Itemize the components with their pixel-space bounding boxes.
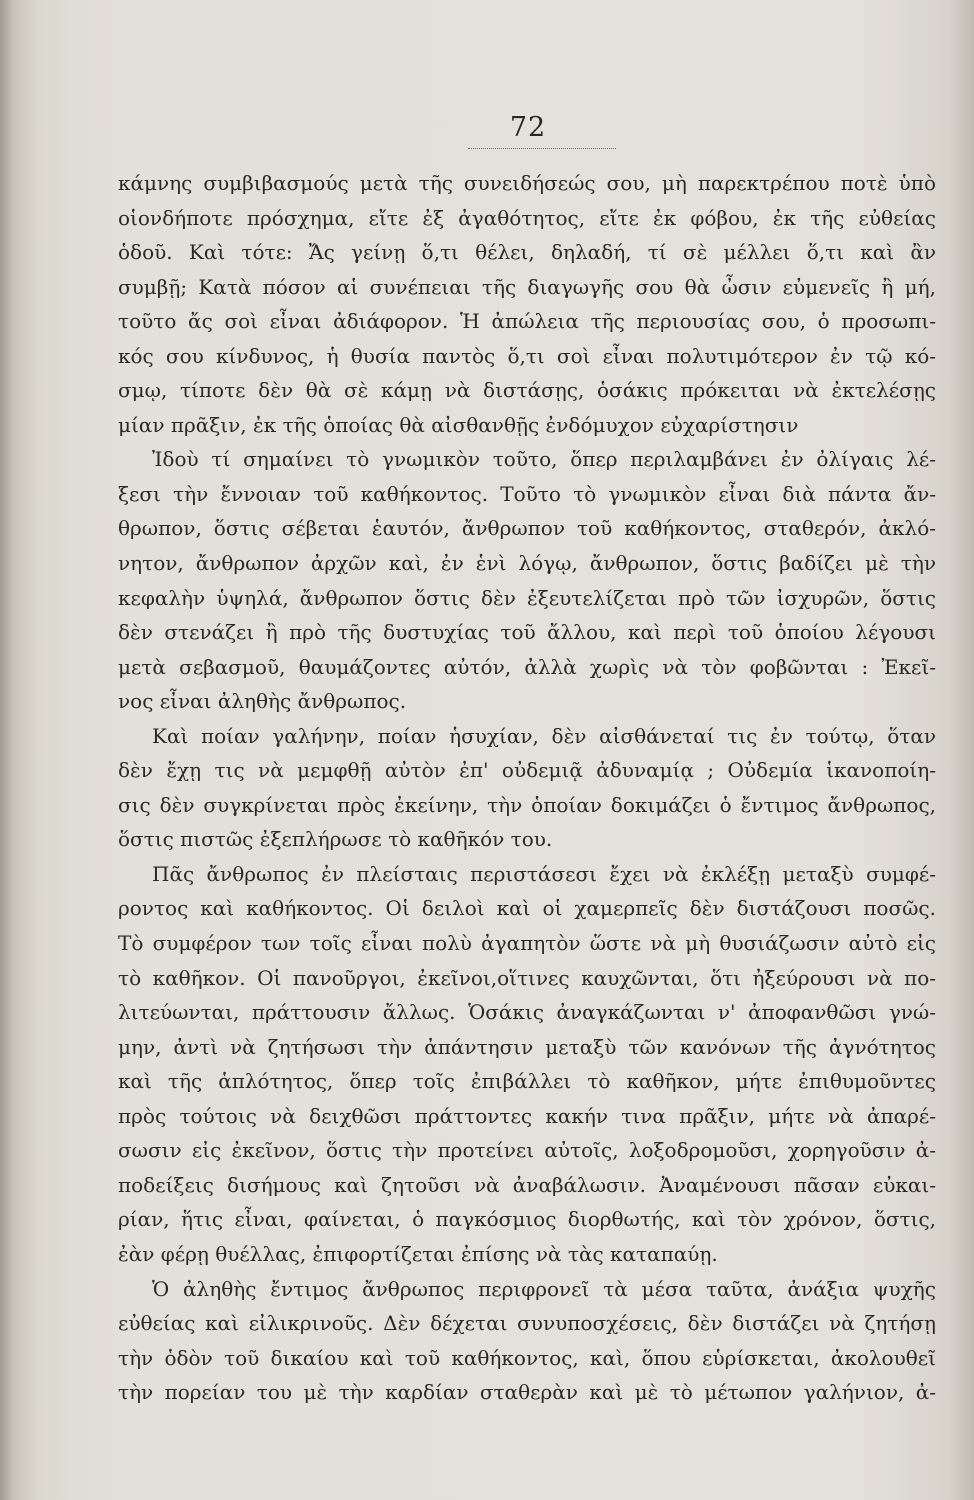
text-line: θρωπον, ὅστις σέβεται ἑαυτόν, ἄνθρωπον τοῦ καθήκοντος, σταθερόν, ἀκλό- [118,516,936,541]
page-number-rule [468,148,616,149]
paragraph-1-text [118,166,936,442]
text-line: δὲν στενάζει ἢ πρὸ τῆς δυστυχίας τοῦ ἄλλου, καὶ περὶ τοῦ ὁποίου λέγουσι [118,620,936,645]
text-line: ὅστις πιστῶς ἐξεπλήρωσε τὸ καθῆκόν του. [118,827,553,852]
text-line: οἱονδήποτε πρόσχημα, εἴτε ἐξ ἀγαθότητος, εἴτε ἐκ φόβου, ἐκ τῆς εὐθείας [118,205,936,230]
paragraph-3 [118,719,936,857]
paragraph-3-text [118,719,936,857]
paragraph-1 [118,166,936,442]
paragraph-5 [118,1272,936,1410]
text-line: ξεσι τὴν ἔννοιαν τοῦ καθήκοντος. Τοῦτο τὸ γνωμικὸν εἶναι διὰ πάντα ἄν- [118,481,936,506]
text-line: νος εἶναι ἀληθὴς ἄνθρωπος. [118,689,407,714]
text-line: ὁδοῦ. Καὶ τότε: Ἄς γείνῃ ὅ,τι θέλει, δηλαδή, τί σὲ μέλλει ὅ,τι καὶ ἂν [118,240,936,265]
text-line: Καὶ ποίαν γαλήνην, ποίαν ἡσυχίαν, δὲν αἰσθάνεταί τις ἐν τούτῳ, ὅταν [152,723,936,748]
text-line: κός σου κίνδυνος, ἡ θυσία παντὸς ὅ,τι σοὶ εἶναι πολυτιμότερον ἐν τῷ κό- [118,343,936,368]
paragraph-5-text [118,1272,936,1410]
text-line: λιτεύωνται, πράττουσιν ἄλλως. Ὁσάκις ἀναγκάζωνται ν' ἀποφανθῶσι γνώ- [118,1000,936,1025]
page-number: 72 [509,112,547,143]
text-line: πρὸς τούτοις νὰ δειχθῶσι πράττοντες κακήν τινα πρᾶξιν, μήτε νὰ ἀπαρέ- [118,1103,936,1128]
text-line: ποδείξεις δισήμους καὶ ζητοῦσι νὰ ἀναβάλωσιν. Ἀναμένουσι πᾶσαν εὐκαι- [118,1172,936,1197]
text-line: τὴν πορείαν του μὲ τὴν καρδίαν σταθερὰν καὶ μὲ τὸ μέτωπον γαλήνιον, ἀ- [118,1380,936,1405]
paragraph-2-text [118,442,936,718]
text-line: σωσιν εἰς ἐκεῖνον, ὅστις τὴν προτείνει αὐτοῖς, λοξοδρομοῦσι, χορηγοῦσιν ἀ- [118,1138,936,1163]
text-line: νητον, ἄνθρωπον ἀρχῶν καὶ, ἐν ἑνὶ λόγῳ, ἄνθρωπον, ὅστις βαδίζει μὲ τὴν [118,551,936,576]
paragraph-2 [118,442,936,718]
text-line: ρίαν, ἥτις εἶναι, φαίνεται, ὁ παγκόσμιος διορθωτής, καὶ τὸν χρόνον, ὅστις, [118,1207,936,1232]
body-text [118,166,936,1410]
text-line: συμβῇ; Κατὰ πόσον αἱ συνέπειαι τῆς διαγωγῆς σου θὰ ὦσιν εὐμενεῖς ἢ μή, [118,274,936,299]
text-line: κάμνης συμβιβασμούς μετὰ τῆς συνειδήσεώς σου, μὴ παρεκτρέπου ποτὲ ὑπὸ [118,171,936,195]
text-line: τὸ καθῆκον. Οἱ πανοῦργοι, ἐκεῖνοι,οἵτινες καυχῶνται, ὅτι ἠξεύρουσι νὰ πο- [118,965,936,990]
text-line: μίαν πρᾶξιν, ἐκ τῆς ὁποίας θὰ αἰσθανθῇς ἐνδόμυχον εὐχαρίστησιν [118,412,799,437]
text-line: μην, ἀντὶ νὰ ζητήσωσι τὴν ἀπάντησιν μεταξὺ τῶν κανόνων τῆς ἀγνότητος [118,1034,936,1059]
text-line: σμῳ, τίποτε δὲν θὰ σὲ κάμῃ νὰ διστάσῃς, ὁσάκις πρόκειται νὰ ἐκτελέσῃς [118,378,936,403]
text-line: τοῦτο ἄς σοὶ εἶναι ἀδιάφορον. Ἡ ἀπώλεια τῆς περιουσίας σου, ὁ προσωπι- [118,309,936,334]
text-line: μετὰ σεβασμοῦ, θαυμάζοντες αὐτόν, ἀλλὰ χωρὶς νὰ τὸν φοβῶνται : Ἐκεῖ- [118,654,936,679]
text-line: τὴν ὁδὸν τοῦ δικαίου καὶ τοῦ καθήκοντος, καὶ, ὅπου εὑρίσκεται, ἀκολουθεῖ [118,1345,936,1370]
text-line: καὶ τῆς ἁπλότητος, ὅπερ τοῖς ἐπιβάλλει τὸ καθῆκον, μήτε ἐπιθυμοῦντες [118,1069,936,1094]
text-line: σις δὲν συγκρίνεται πρὸς ἐκείνην, τὴν ὁποίαν δοκιμάζει ὁ ἔντιμος ἄνθρωπος, [118,792,936,817]
paragraph-4-text [118,857,936,1272]
text-line: Ὁ ἀληθὴς ἔντιμος ἄνθρωπος περιφρονεῖ τὰ μέσα ταῦτα, ἀνάξια ψυχῆς [152,1276,936,1301]
text-line: Ἰδοὺ τί σημαίνει τὸ γνωμικὸν τοῦτο, ὅπερ περιλαμβάνει ἐν ὀλίγαις λέ- [152,447,936,472]
text-line: εὐθείας καὶ εἰλικρινοῦς. Δὲν δέχεται συνυποσχέσεις, δὲν διστάζει νὰ ζητήσῃ [118,1311,936,1336]
paragraph-4 [118,857,936,1272]
text-line: Τὸ συμφέρον των τοῖς εἶναι πολὺ ἀγαπητὸν ὥστε νὰ μὴ θυσιάζωσιν αὐτὸ εἰς [118,931,936,956]
text-line: ἐὰν φέρῃ θυέλλας, ἐπιφορτίζεται ἐπίσης νὰ τὰς καταπαύῃ. [118,1241,718,1266]
text-line: κεφαλὴν ὑψηλά, ἄνθρωπον ὅστις δὲν ἐξευτελίζεται πρὸ τῶν ἰσχυρῶν, ὅστις [118,585,936,610]
text-line: δὲν ἔχῃ τις νὰ μεμφθῇ αὐτὸν ἐπ' οὐδεμιᾷ ἀδυναμίᾳ ; Οὐδεμία ἱκανοποίη- [118,758,936,783]
text-line: Πᾶς ἄνθρωπος ἐν πλείσταις περιστάσεσι ἔχει νὰ ἐκλέξῃ μεταξὺ συμφέ- [152,861,936,886]
text-line: ροντος καὶ καθήκοντος. Οἱ δειλοὶ καὶ οἱ χαμερπεῖς δὲν διστάζουσι ποσῶς. [118,896,936,921]
